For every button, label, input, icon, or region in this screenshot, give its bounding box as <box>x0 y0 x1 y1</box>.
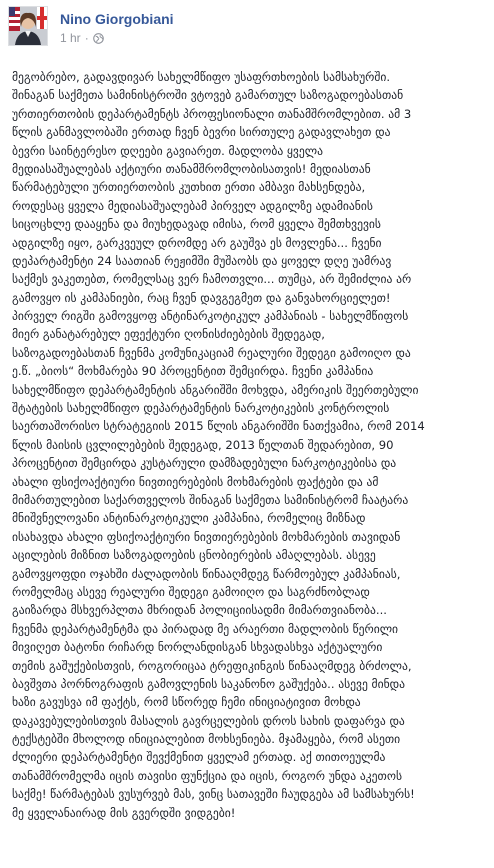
post-text-line: ადგილზე იყო, გარკვეულ დრომდე არ გაუშვა ეს მოვლენა... ჩვენი <box>12 235 382 250</box>
post-text-line: წლის განმავლობაში ერთად ჩვენ ბევრი სირთულე გადავლახეთ და <box>12 125 391 140</box>
post-text-line: თანამშრომელმა იცის თავისი ფუნქცია და იცის, როგორ უნდა აკეთოს <box>12 768 403 783</box>
post-text-line: სახელმწიფო დეპარტამენტის ანგარიშში მოხვდა, ამერიკის შეერთებული <box>12 382 419 397</box>
post-text-line: რომელმაც ასევე რეალური შედეგი გამოიღო და საგრძნობლად <box>12 584 370 599</box>
post-body-text <box>12 68 486 822</box>
profile-photo-with-flags[interactable] <box>8 6 48 46</box>
post-text-line: ტექსტებში მხოლოდ ინიციალებით მოხსენიება. მჯამაყება, რომ ასეთი <box>12 732 401 747</box>
post-timestamp[interactable]: 1 hr <box>60 31 81 45</box>
avatar-image <box>9 7 47 45</box>
post-text-line: ხაზი გავუსვა იმ ფაქტს, რომ სწორედ ჩემი ინიციატივით მოხდა <box>12 695 361 710</box>
post-text-line: როდესაც ყველა მედიასაშუალებამ პირველ ადგილზე ადამიანის <box>12 198 373 213</box>
post-text-line: გაიზარდა მსხვერპლთა მხრიდან პოლიციისადმი მიმართვიანობა... <box>12 603 387 618</box>
post-meta <box>60 11 174 45</box>
post-text-line: ახალი ფსიქოაქტიური ნივთიერებების მოხმარების ფაქტები და ამ <box>12 474 379 489</box>
post-text-line: სიცოცხლე დააყენა და მიუხედავად იმისა, რომ ყველა შემთხვევის <box>12 217 381 232</box>
meta-separator: · <box>84 31 89 45</box>
post-header <box>8 6 174 50</box>
post-text-line: წარმატებული ურთიერთობის კუთხით ერთი ამბავი მახსენდება, <box>12 180 366 195</box>
post-text-line: გამოვყოფდი ოჯახში ძალადობის წინააღმდეგ წარმოებულ კამპანიას, <box>12 566 401 581</box>
post-text-line: მივიღეთ ბატონი რიჩარდ ნორლანდისგან სხვადასხვა აქტუალური <box>12 640 383 655</box>
post-text-line: დაკავებულებისთვის მასალის გავრცელების დროს სახის დაფარვა და <box>12 713 405 728</box>
post-text-line: პირველ რიგში გამოვყოფ ანტინარკოტიკულ კამპანიას - სახელმწიფოს <box>12 309 409 324</box>
post-text-line: მე ყველანაირად მის გვერდში ვიდგები! <box>12 805 236 820</box>
post-text-line: მნიშვნელოვანი ანტინარკოტიკული კამპანია, რომელიც მიზნად <box>12 511 366 526</box>
post-text-line: ე.წ. „ბიოს“ მოხმარება 90 პროცენტით შემცირდა. ჩვენი კამპანია <box>12 364 374 379</box>
author-name[interactable]: Nino Giorgobiani <box>60 11 174 27</box>
post-text-line: აცილების მიზნით საზოგადოების ცნობიერების ამაღლებას. ასევე <box>12 548 376 563</box>
post-text-line: ურთიერთობის დეპარტამენტს პროფესიონალი თანამშრომლებით. ამ 3 <box>12 106 412 121</box>
post-text-line: მეგობრებო, გადავდივარ სახელმწიფო უსაფრთხოების სამსახურში. <box>12 70 391 84</box>
post-text-line: შტატების სახელმწიფო დეპარტამენტის ნარკოტიკების კონტროლის <box>12 401 390 416</box>
post-text-line: საქმეს ვაკეთებთ, რომელსაც ვერ ჩამოთვლი... თუმცა, არ შემიძლია არ <box>12 272 412 287</box>
post-text-line: წლის მაისის ცვლილებების შედეგად, 2013 წელთან შედარებით, 90 <box>12 437 394 452</box>
post-text-line: მიმართულებით საქართველოს შინაგან საქმეთა სამინისტრომ ჩაატარა <box>12 492 409 507</box>
post-text-line: შინაგან საქმეთა სამინისტროში ვტოვებ გამართულ საზოგადოებასთან <box>12 88 404 103</box>
globe-icon[interactable] <box>93 33 104 44</box>
post-text-line: ისახავდა ახალი ფსიქოაქტიური ნივთიერებების მოხმარების თავიდან <box>12 529 401 544</box>
post-text-line: პროცენტით შემცირდა კუსტარული დამზადებული ნარკოტიკებისა და <box>12 456 397 471</box>
post-text-line: საერთაშორისო სტრატეგიის 2015 წლის ანგარიშში ნათქვამია, რომ 2014 <box>12 419 425 434</box>
post-text-line: ბავშვთა პორნოგრაფის გამოვლენის საკანონო გაშუქება.. ასევე მინდა <box>12 676 406 691</box>
post-text-line: თემის გაშუქებისთვის, როგორიცაა ტრეფიკინგის წინააღმდეგ ბრძოლა, <box>12 658 412 673</box>
post-text-line: ჩვენმა დეპარტამენტმა და პირადად მე არაერთი მადლობის წერილი <box>12 621 399 636</box>
post-text-line: ბევრი საინტერესო დღეები გავიარეთ. მადლობა ყველა <box>12 143 323 158</box>
post-text-line: საქმე! წარმატებას ვუსურვებ მას, ვინც სათავეში ჩაუდგება ამ სამსახურს! <box>12 787 415 802</box>
post-text-line: საზოგადოებასთან ჩვენმა კომუნიკაციამ რეალური შედეგი გამოიღო და <box>12 345 411 360</box>
post-subline <box>60 31 174 45</box>
post-text-line: მიერ განატარებულ ეფექტური ღონისძიებების შედეგად, <box>12 327 325 342</box>
post-text-line: დეპარტამენტი 24 საათიან რეჟიმში მუშაობს და ყოველ დღე უამრავ <box>12 253 392 268</box>
post-text-line: ძლიერი დეპარტამენტი შევქმენით ყველამ ერთად. აქ თითოეულმა <box>12 750 386 765</box>
post-text-line: გამოვყო ის კამპანიები, რაც ჩვენ დავგეგმეთ და განვახორციელეთ! <box>12 290 391 305</box>
post-text-line: მედიასაშუალებას აქტიური თანამშრომლობისათვის! მედიასთან <box>12 161 371 176</box>
